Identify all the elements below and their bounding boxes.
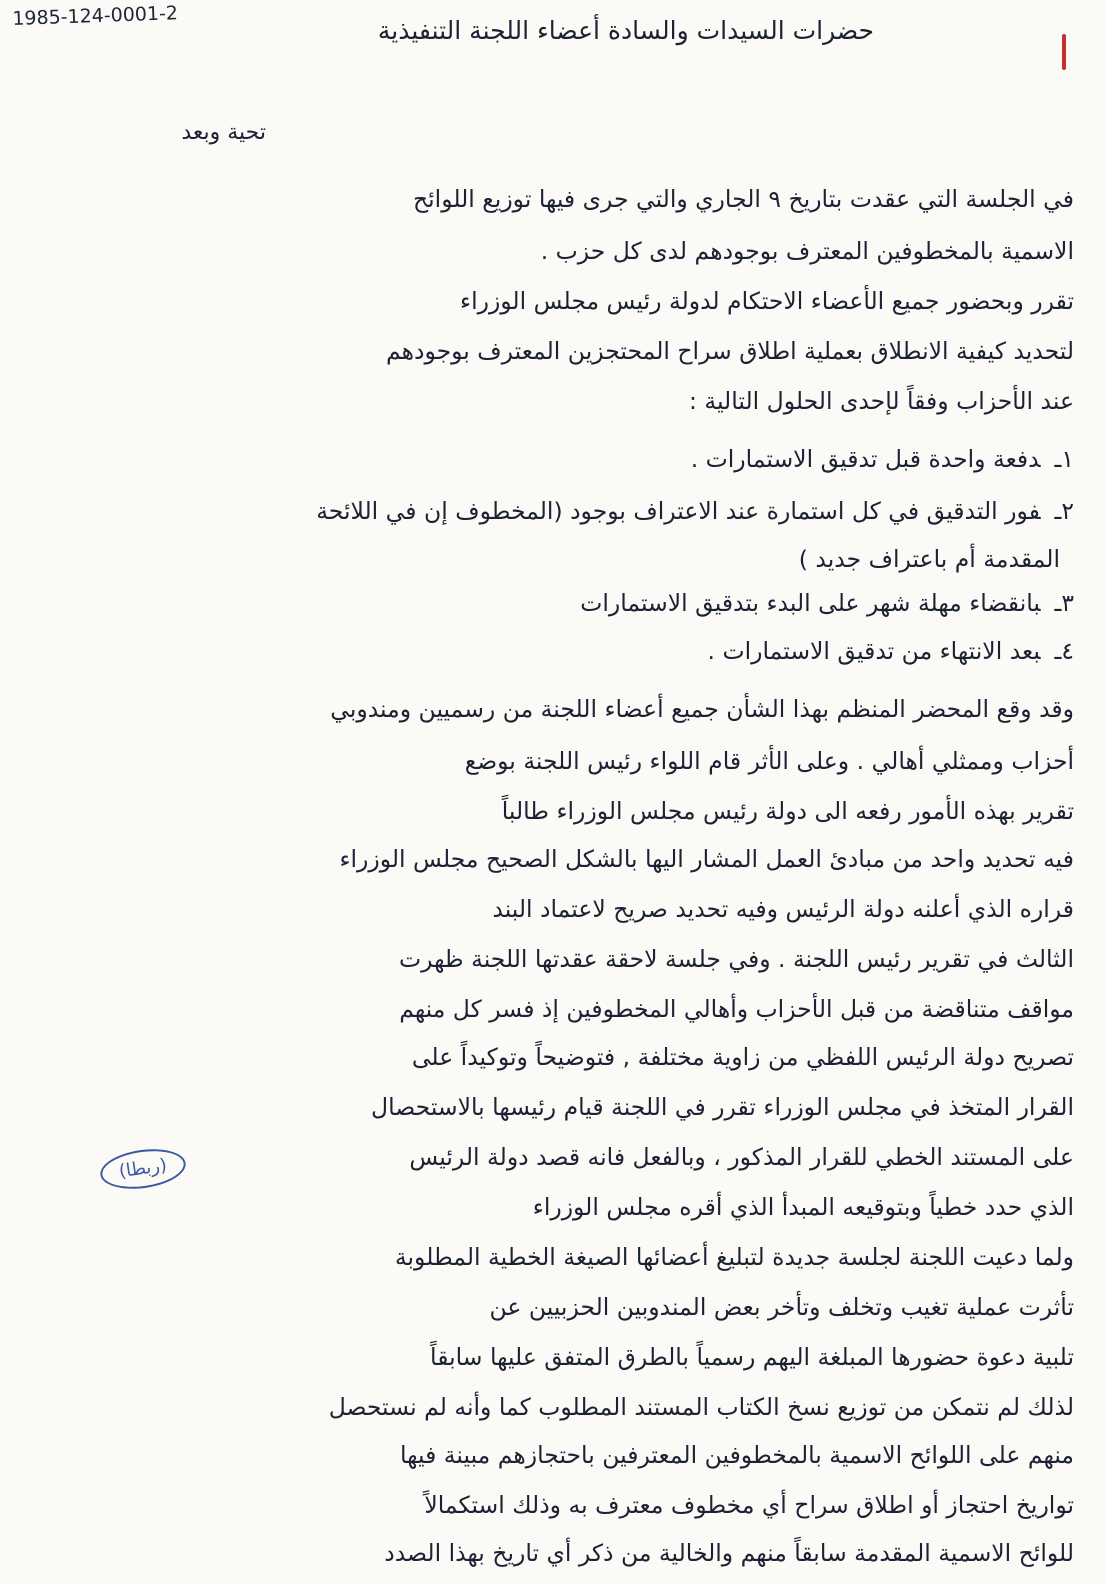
option-text: بانقضاء مهلة شهر على البدء بتدقيق الاستمارات — [580, 589, 1041, 617]
option-number: ٢ـ — [1054, 497, 1074, 525]
paragraph-1-line: لتحديد كيفية الانطلاق بعملية اطلاق سراح المحتجزين المعترف بوجودهم — [385, 337, 1074, 365]
option-item — [580, 589, 1074, 617]
paragraph-2-line: مواقف متناقضة من قبل الأحزاب وأهالي المخطوفين إذ فسر كل منهم — [399, 995, 1074, 1023]
paragraph-2-line: ولما دعيت اللجنة لجلسة جديدة لتبليغ أعضائها الصيغة الخطية المطلوبة — [394, 1243, 1074, 1271]
paragraph-2-line: للوائح الاسمية المقدمة سابقاً منهم والخالية من ذكر أي تاريخ بهذا الصدد — [384, 1539, 1074, 1567]
greeting-line: تحية وبعد — [181, 120, 266, 145]
paragraph-2-line: تواريخ احتجاز أو اطلاق سراح أي مخطوف معترف به وذلك استكمالاً — [424, 1491, 1074, 1519]
option-text: فور التدقيق في كل استمارة عند الاعتراف بوجود (المخطوف إن في اللائحة — [316, 497, 1041, 525]
option-item — [798, 545, 1074, 573]
option-text: دفعة واحدة قبل تدقيق الاستمارات . — [690, 445, 1041, 473]
paragraph-2-line: قراره الذي أعلنه دولة الرئيس وفيه تحديد صريح لاعتماد البند — [492, 895, 1074, 923]
paragraph-2-line: تأثرت عملية تغيب وتخلف وتأخر بعض المندوبين الحزبيين عن — [489, 1293, 1074, 1321]
margin-annotation: (ربطا) — [98, 1144, 188, 1194]
paragraph-2-line: الثالث في تقرير رئيس اللجنة . وفي جلسة لاحقة عقدتها اللجنة ظهرت — [399, 945, 1074, 973]
paragraph-1-line: الاسمية بالمخطوفين المعترف بوجودهم لدى كل حزب . — [540, 237, 1074, 265]
paragraph-2-line: الذي حدد خطياً وبتوقيعه المبدأ الذي أقره مجلس الوزراء — [532, 1193, 1074, 1221]
paragraph-2-line: تلبية دعوة حضورها المبلغة اليهم رسمياً بالطرق المتفق عليها سابقاً — [430, 1343, 1074, 1371]
option-number: ٤ـ — [1054, 637, 1074, 665]
option-item — [690, 445, 1074, 473]
paragraph-2-line: على المستند الخطي للقرار المذكور ، وبالفعل فانه قصد دولة الرئيس — [409, 1143, 1074, 1171]
salutation-line: حضرات السيدات والسادة أعضاء اللجنة التنفيذية — [377, 16, 874, 45]
reference-number: 1985-124-0001-2 — [12, 2, 179, 30]
paragraph-2-line: وقد وقع المحضر المنظم بهذا الشأن جميع أعضاء اللجنة من رسميين ومندوبي — [330, 695, 1074, 723]
option-number: ١ـ — [1054, 445, 1074, 473]
option-text: بعد الانتهاء من تدقيق الاستمارات . — [707, 637, 1041, 665]
option-text: المقدمة أم باعتراف جديد ) — [798, 545, 1060, 573]
paragraph-2-line: فيه تحديد واحد من مبادئ العمل المشار اليها بالشكل الصحيح مجلس الوزراء — [339, 845, 1074, 873]
option-number: ٣ـ — [1054, 589, 1074, 617]
paragraph-2-line: أحزاب وممثلي أهالي . وعلى الأثر قام اللواء رئيس اللجنة بوضع — [464, 747, 1074, 775]
option-item — [707, 637, 1074, 665]
paragraph-2-line: منهم على اللوائح الاسمية بالمخطوفين المعترفين باحتجازهم مبينة فيها — [400, 1441, 1074, 1469]
paragraph-2-line: لذلك لم نتمكن من توزيع نسخ الكتاب المستند المطلوب كما وأنه لم نستحصل — [328, 1393, 1074, 1421]
paragraph-1-line: تقرر وبحضور جميع الأعضاء الاحتكام لدولة رئيس مجلس الوزراء — [460, 287, 1074, 315]
paragraph-2-line: القرار المتخذ في مجلس الوزراء تقرر في اللجنة قيام رئيسها بالاستحصال — [371, 1093, 1074, 1121]
paragraph-1-line: في الجلسة التي عقدت بتاريخ ٩ الجاري والتي جرى فيها توزيع اللوائح — [412, 185, 1074, 213]
paragraph-2-line: تصريح دولة الرئيس اللفظي من زاوية مختلفة , فتوضيحاً وتوكيداً على — [411, 1043, 1074, 1071]
paragraph-2-line: تقرير بهذه الأمور رفعه الى دولة رئيس مجلس الوزراء طالباً — [501, 797, 1074, 825]
option-item — [316, 497, 1074, 525]
paragraph-1-line: عند الأحزاب وفقاً لإحدى الحلول التالية : — [688, 387, 1074, 415]
red-margin-mark — [1062, 34, 1066, 70]
